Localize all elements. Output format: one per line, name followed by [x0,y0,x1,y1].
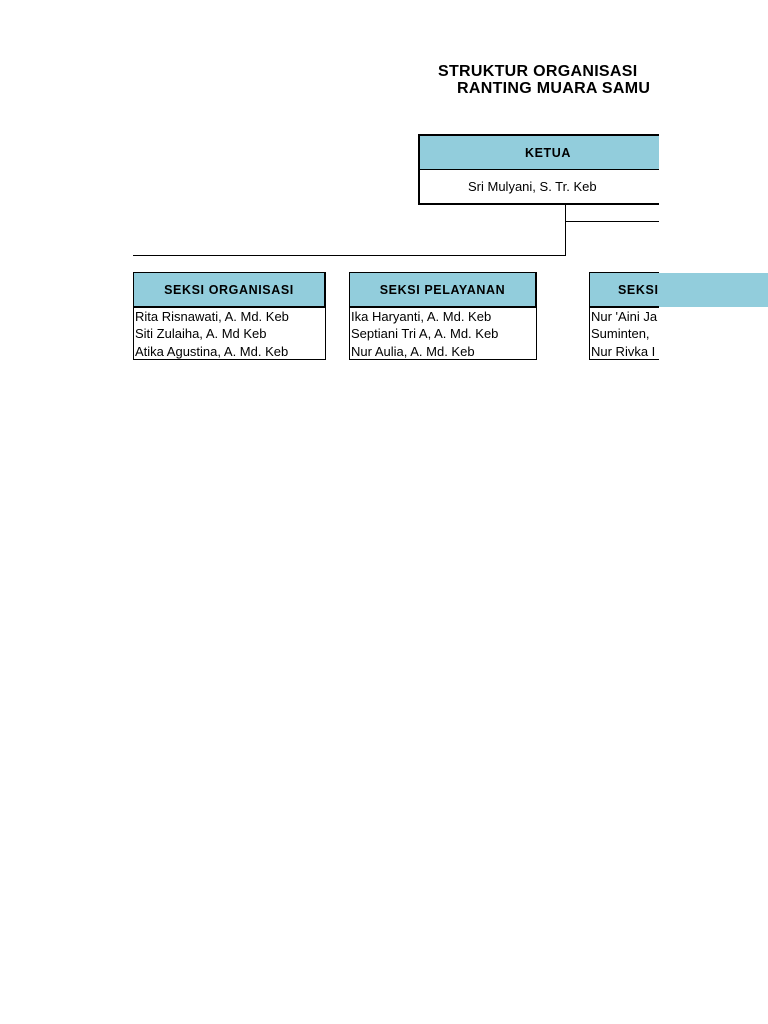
member-name: Ika Haryanti, A. Md. Keb [351,309,492,324]
seksi-third-members [589,308,659,360]
member-name: Nur Aulia, A. Md. Keb [351,343,475,359]
seksi-pelayanan-box [349,272,537,360]
member-name: Rita Risnawati, A. Md. Keb [135,309,289,324]
seksi-organisasi-box [133,272,326,360]
seksi-organisasi-members [133,308,326,360]
ketua-box [418,134,659,205]
member-name: Atika Agustina, A. Md. Keb [135,343,289,359]
seksi-pelayanan-members [349,308,537,360]
member-name: Siti Zulaiha, A. Md Keb [135,326,267,342]
connector-ketua-right [565,221,659,222]
ketua-name: Sri Mulyani, S. Tr. Keb [468,179,597,194]
member-name: Nur 'Aini Ja [591,309,658,324]
page-title-line-1: STRUKTUR ORGANISASI [438,63,638,80]
member-name: Nur Rivka I [591,343,656,359]
seksi-third-box [589,272,659,360]
cropped-header-fill [659,273,768,307]
member-name: Septiani Tri A, A. Md. Keb [351,326,499,342]
page-title-line-2: RANTING MUARA SAMU [457,80,651,97]
seksi-pelayanan-label: SEKSI PELAYANAN [349,272,537,308]
seksi-organisasi-label: SEKSI ORGANISASI [133,272,326,308]
member-name: Suminten, [591,326,650,342]
seksi-third-label: SEKSI [589,272,659,308]
connector-ketua-down [565,205,566,256]
ketua-label: KETUA [420,136,659,170]
connector-horizontal [133,255,566,256]
